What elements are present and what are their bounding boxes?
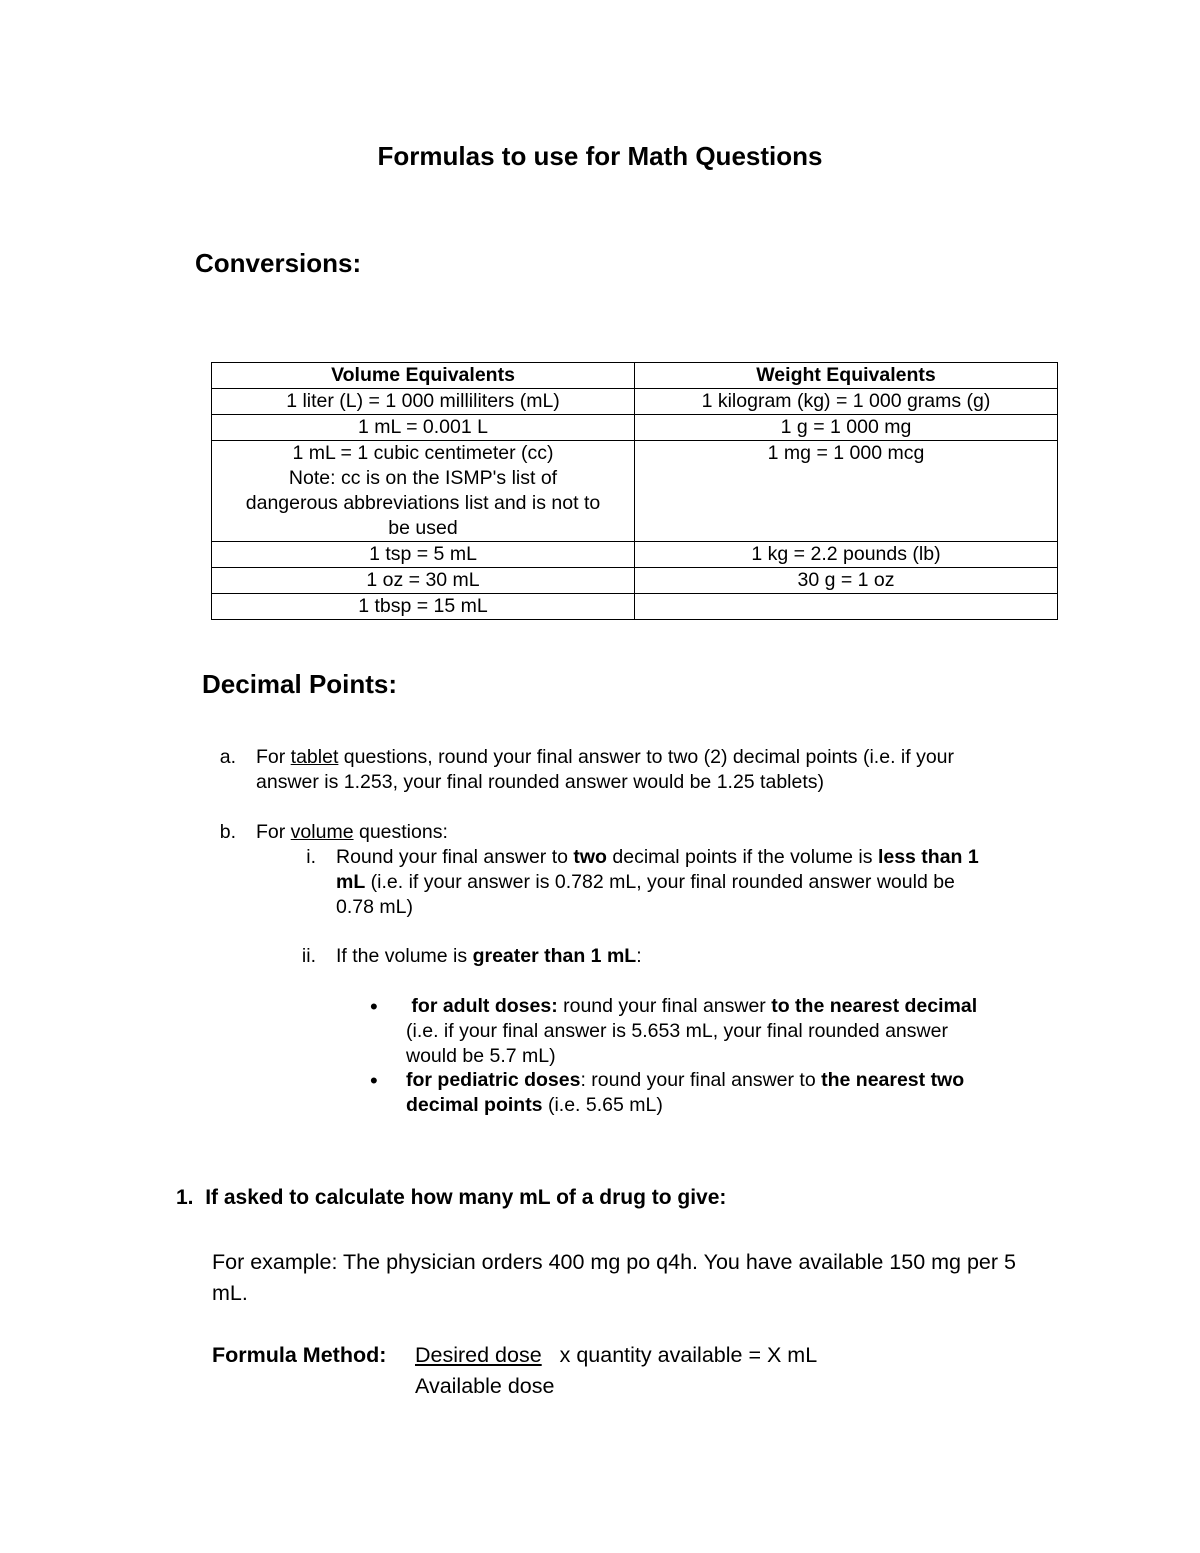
table-cell: 30 g = 1 oz	[635, 568, 1058, 594]
text: For	[256, 746, 286, 768]
table-cell: 1 tsp = 5 mL	[212, 542, 635, 568]
list-label-b: b.	[219, 821, 236, 843]
table-row	[212, 594, 1058, 620]
formula-label: Formula Method:	[212, 1343, 387, 1367]
table-row	[212, 542, 1058, 568]
text: : round your final answer to	[580, 1069, 816, 1091]
underlined-text: tablet	[290, 746, 339, 768]
formula-numerator: Desired dose	[415, 1343, 542, 1367]
table-row	[212, 415, 1058, 441]
formula-denominator: Available dose	[415, 1374, 555, 1398]
underlined-text: volume	[290, 821, 354, 843]
table-cell: 1 kg = 2.2 pounds (lb)	[635, 542, 1058, 568]
text: :	[636, 945, 642, 967]
list-item-a	[256, 745, 1056, 795]
bold-text: less than 1	[877, 846, 979, 868]
bold-text: greater than 1 mL	[472, 945, 637, 967]
text: Round your final answer to	[336, 846, 568, 868]
text: answer is 1.253, your final rounded answer would be 1.25 tablets)	[256, 771, 825, 793]
table-cell: 1 oz = 30 mL	[212, 568, 635, 594]
bold-text: two	[573, 846, 607, 868]
list-label-ii: ii.	[301, 945, 316, 967]
table-row	[212, 441, 1058, 542]
text: (i.e. if your answer is 0.782 mL, your final rounded answer would be	[370, 871, 955, 893]
bold-text: the nearest two	[821, 1069, 965, 1091]
volume-header: Volume Equivalents	[212, 363, 635, 389]
text: questions:	[358, 821, 448, 843]
text: For	[256, 821, 286, 843]
table-row	[212, 568, 1058, 594]
question-number: 1.	[176, 1186, 194, 1209]
list-item-b	[256, 820, 448, 845]
table-cell: 1 mg = 1 000 mcg	[635, 441, 1058, 542]
table-cell: 1 mL = 0.001 L	[212, 415, 635, 441]
conversions-table	[211, 362, 1058, 620]
decimal-points-heading: Decimal Points:	[202, 669, 398, 699]
page-title: Formulas to use for Math Questions	[377, 141, 823, 171]
formula-middle: x quantity available = X mL	[559, 1343, 818, 1367]
cc-note-line: Note: cc is on the ISMP's list of	[288, 467, 558, 489]
table-cell: 1 tbsp = 15 mL	[212, 594, 635, 620]
cc-note-line: dangerous abbreviations list and is not to	[245, 492, 601, 514]
list-label-a: a.	[219, 746, 236, 768]
bold-text: mL	[336, 871, 366, 893]
cc-equivalent: 1 mL = 1 cubic centimeter (cc)	[292, 442, 554, 464]
list-item-i	[336, 845, 1056, 920]
text: (i.e. if your final answer is 5.653 mL, your final rounded answer	[406, 1020, 948, 1042]
bullet-item-pediatric	[406, 1068, 1056, 1118]
list-label-i: i.	[306, 846, 316, 868]
weight-header: Weight Equivalents	[635, 363, 1058, 389]
text: questions, round your final answer to two (2) decimal points (i.e. if your	[343, 746, 955, 768]
table-header-row	[212, 363, 1058, 389]
bold-text: for pediatric doses	[406, 1069, 581, 1091]
list-item-ii	[336, 944, 642, 969]
cc-note-line: be used	[388, 517, 458, 539]
text: If the volume is	[336, 945, 468, 967]
table-cell: 1 kilogram (kg) = 1 000 grams (g)	[635, 389, 1058, 415]
text: would be 5.7 mL)	[406, 1045, 556, 1067]
formula-method	[212, 1340, 386, 1371]
bullet-icon: •	[370, 1068, 378, 1093]
formula-fraction	[415, 1340, 817, 1402]
question-1-heading	[176, 1186, 726, 1210]
bullet-icon: •	[370, 994, 378, 1019]
example-text: For example: The physician orders 400 mg po q4h. You have available 150 mg per 5 mL.	[212, 1250, 1016, 1305]
conversions-heading: Conversions:	[195, 248, 362, 278]
bold-text: decimal points	[406, 1094, 543, 1116]
question-text: If asked to calculate how many mL of a drug to give:	[205, 1186, 727, 1209]
text: decimal points if the volume is	[612, 846, 873, 868]
table-cell: 1 liter (L) = 1 000 milliliters (mL)	[212, 389, 635, 415]
bullet-item-adult	[406, 994, 1056, 1069]
text: round your final answer	[563, 995, 766, 1017]
table-row	[212, 389, 1058, 415]
text: (i.e. 5.65 mL)	[547, 1094, 663, 1116]
bold-text: to the nearest decimal	[771, 995, 978, 1017]
table-cell	[635, 594, 1058, 620]
text: 0.78 mL)	[336, 896, 413, 918]
table-cell: 1 g = 1 000 mg	[635, 415, 1058, 441]
bold-text: for adult doses:	[411, 995, 558, 1017]
table-cell	[212, 441, 635, 542]
